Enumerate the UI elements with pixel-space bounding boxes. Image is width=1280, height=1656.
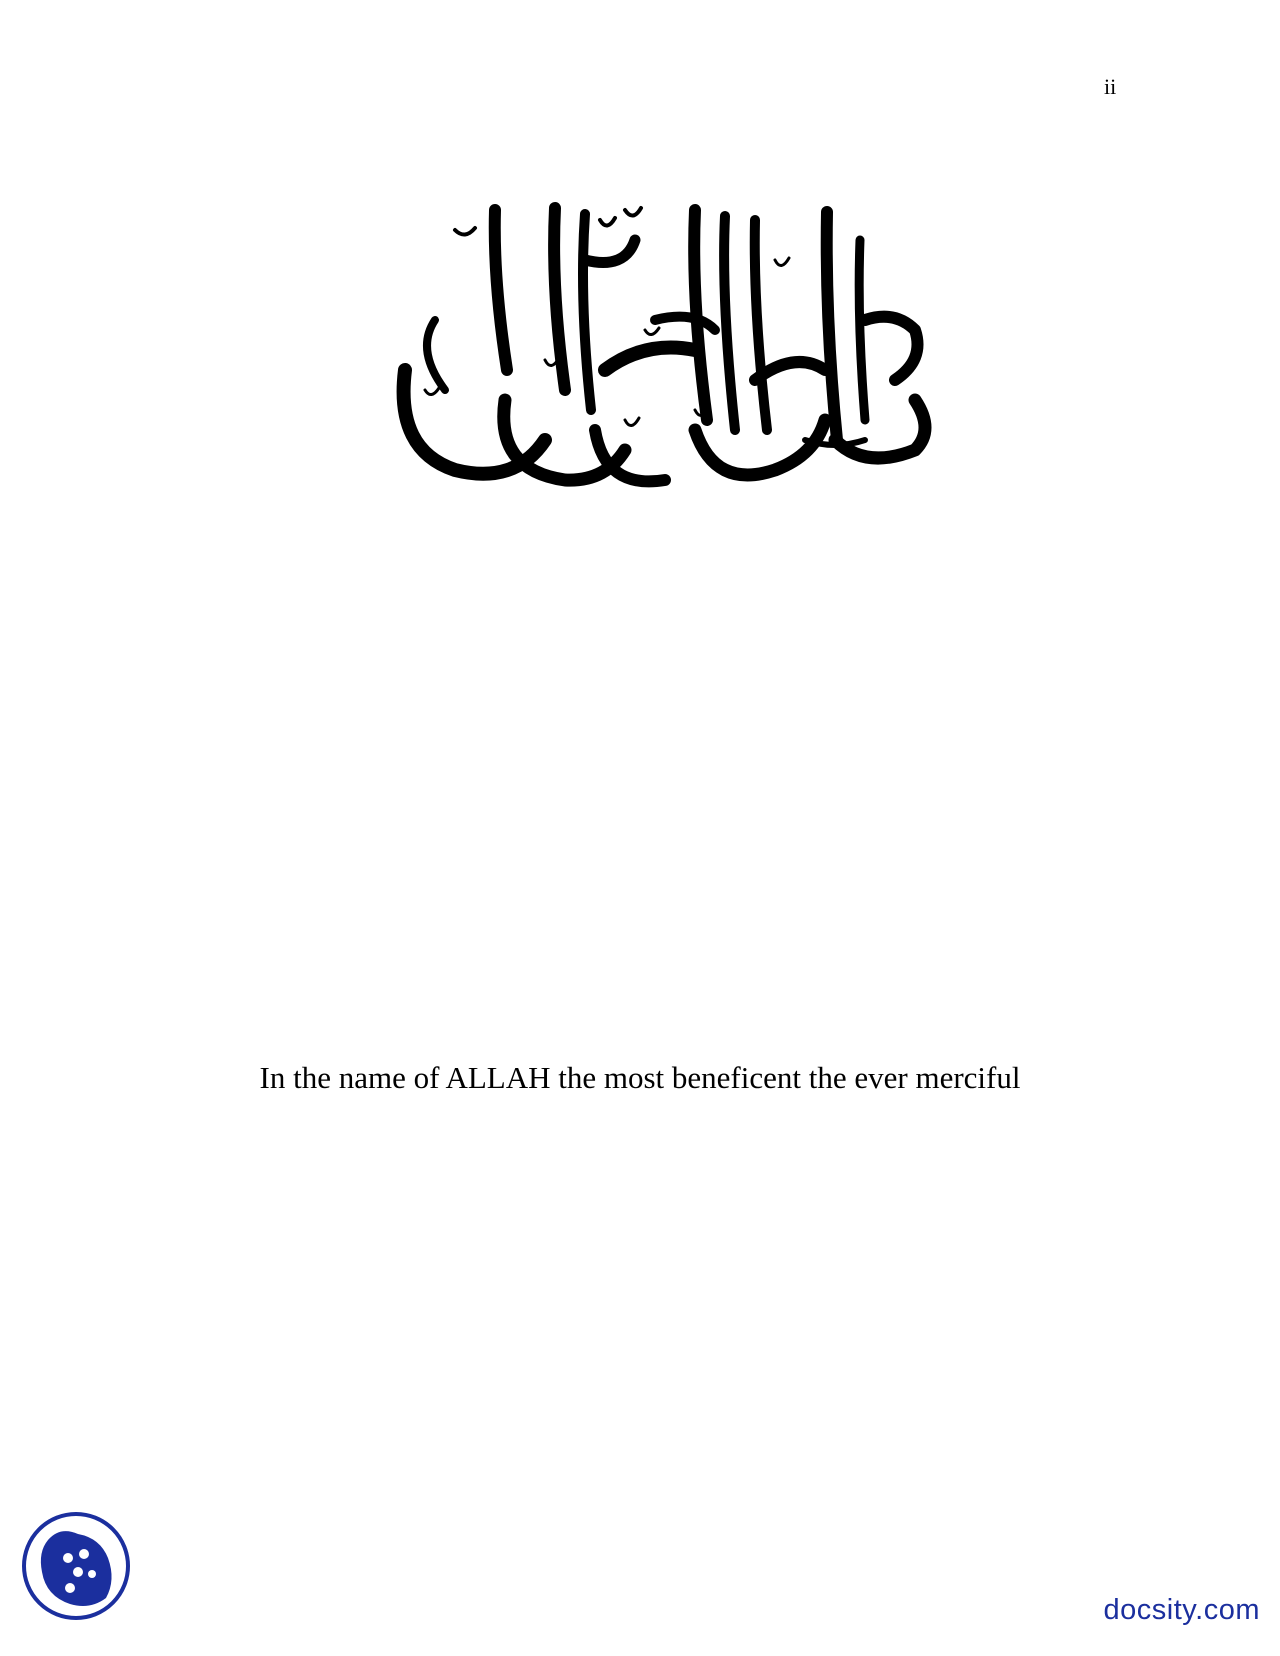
dedication-text: In the name of ALLAH the most beneficent the ever merciful: [259, 1060, 1021, 1095]
docsity-logo-icon: [20, 1510, 132, 1622]
page-number: ii: [1104, 74, 1117, 99]
bismillah-calligraphy-image: [395, 200, 935, 510]
docsity-brand-link[interactable]: docsity.com: [1103, 1594, 1260, 1626]
